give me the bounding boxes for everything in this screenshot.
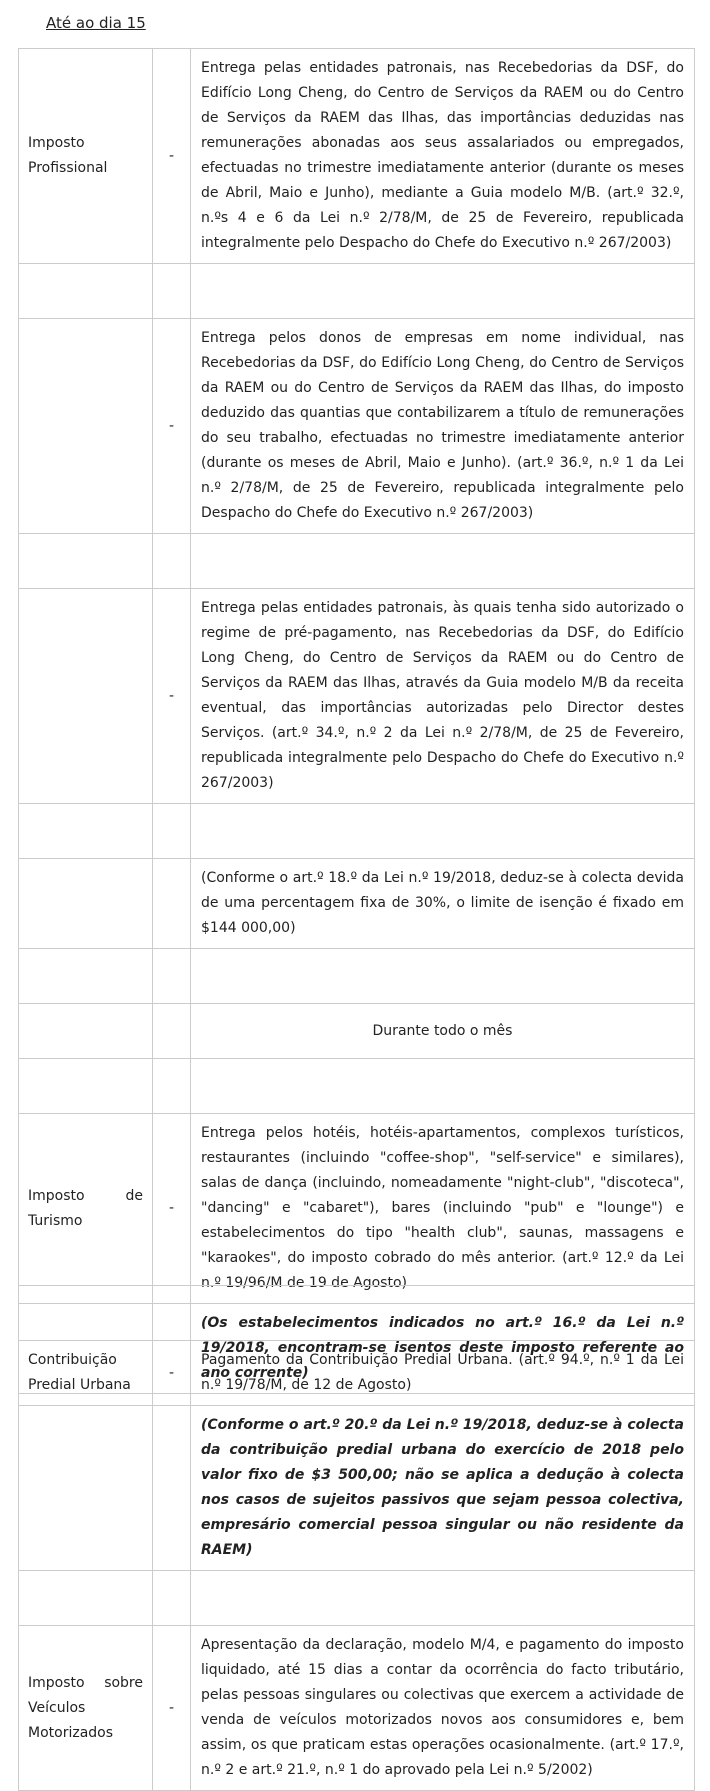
table-row [19, 264, 695, 319]
schedule-table-1 [18, 48, 695, 1394]
tax-description: Pagamento da Contribuição Predial Urbana. (art.º 94.º, n.º 1 da Lei n.º 19/78/M, de 12 de Agosto) [191, 1341, 695, 1406]
table-row [19, 1406, 695, 1571]
deduction-note: (Conforme o art.º 18.º da Lei n.º 19/2018, deduz-se à colecta devida de uma percentagem fixa de 30%, o limite de isenção é fixado em $144 000,00) [191, 859, 695, 949]
table-row [19, 1571, 695, 1626]
schedule-table-2 [18, 1285, 695, 1791]
tax-description: Entrega pelas entidades patronais, às quais tenha sido autorizado o regime de pré-pagamento, nas Recebedorias da DSF, do Edifício Long Cheng, do Centro de Serviços da RAEM ou do Centro de Serviços da RAEM das Ilhas, através da Guia modelo M/B da receita eventual, das importâncias autorizadas pelo Director destes Serviços. (art.º 34.º, n.º 2 da Lei n.º 2/78/M, de 25 de Fevereiro, republicada integralmente pelo Despacho do Chefe do Executivo n.º 267/2003) [191, 589, 695, 804]
tax-name: Imposto de Turismo [19, 1114, 153, 1304]
tax-description: Apresentação da declaração, modelo M/4, e pagamento do imposto liquidado, até 15 dias a contar da ocorrência do facto tributário, pelas pessoas singulares ou colectivas que exercem a actividade de venda de veículos motorizados novos aos consumidores e, bem assim, os que praticam estas operações ocasionalmente. (art.º 17.º, n.º 2 e art.º 21.º, n.º 1 do aprovado pela Lei n.º 5/2002) [191, 1626, 695, 1791]
table-row [19, 859, 695, 949]
table-row [19, 589, 695, 804]
table-row [19, 319, 695, 534]
table-row [19, 804, 695, 859]
table-row [19, 1114, 695, 1304]
tax-name: Imposto sobre Veículos Motorizados [19, 1626, 153, 1791]
dash: - [153, 319, 191, 534]
period-label: Durante todo o mês [191, 1004, 695, 1059]
table-row [19, 949, 695, 1004]
tax-name: Imposto Profissional [19, 49, 153, 264]
tax-name: Contribuição Predial Urbana [19, 1341, 153, 1406]
table-row [19, 49, 695, 264]
exemption-note: (Os estabelecimentos indicados no art.º 16.º da Lei n.º 19/2018, encontram-se isentos deste imposto referente ao ano corrente) [191, 1304, 695, 1394]
table-row [19, 1286, 695, 1341]
dash: - [153, 589, 191, 804]
tax-description: Entrega pelos hotéis, hotéis-apartamentos, complexos turísticos, restaurantes (incluindo "coffee-shop", "self-service" e similares), salas de dança (incluindo, nomeadamente "night-club", "discoteca", "dancing" e "cabaret"), bares (incluindo "pub" e "lounge") e estabelecimentos do tipo "health club", saunas, massagens e "karaokes", do imposto cobrado do mês anterior. (art.º 12.º da Lei n.º 19/96/M de 19 de Agosto) [191, 1114, 695, 1304]
table-row [19, 1341, 695, 1406]
table-row [19, 1004, 695, 1059]
dash: - [153, 1341, 191, 1406]
table-row [19, 1626, 695, 1791]
dash: - [153, 1626, 191, 1791]
tax-description: Entrega pelos donos de empresas em nome individual, nas Recebedorias da DSF, do Edifício Long Cheng, do Centro de Serviços da RAEM ou do Centro de Serviços da RAEM das Ilhas, do imposto deduzido das quantias que contabilizarem a título de remunerações do seu trabalho, efectuadas no trimestre imediatamente anterior (durante os meses de Abril, Maio e Junho). (art.º 36.º, n.º 1 da Lei n.º 2/78/M, de 25 de Fevereiro, republicada integralmente pelo Despacho do Chefe do Executivo n.º 267/2003) [191, 319, 695, 534]
deduction-note: (Conforme o art.º 20.º da Lei n.º 19/2018, deduz-se à colecta da contribuição predial urbana do exercício de 2018 pelo valor fixo de $3 500,00; não se aplica a dedução à colecta nos casos de sujeitos passivos que sejam pessoa colectiva, empresário comercial pessoa singular ou não residente da RAEM) [191, 1406, 695, 1571]
table-row [19, 534, 695, 589]
dash: - [153, 1114, 191, 1304]
tax-description: Entrega pelas entidades patronais, nas Recebedorias da DSF, do Edifício Long Cheng, do Centro de Serviços da RAEM ou do Centro de Serviços da RAEM das Ilhas, das importâncias deduzidas nas remunerações abonadas aos seus assalariados ou empregados, efectuadas no trimestre imediatamente anterior (durante os meses de Abril, Maio e Junho), mediante a Guia modelo M/B. (art.º 32.º, n.ºs 4 e 6 da Lei n.º 2/78/M, de 25 de Fevereiro, republicada integralmente pelo Despacho do Chefe do Executivo n.º 267/2003) [191, 49, 695, 264]
section-heading: Até ao dia 15 [46, 14, 146, 32]
table-row [19, 1059, 695, 1114]
dash: - [153, 49, 191, 264]
